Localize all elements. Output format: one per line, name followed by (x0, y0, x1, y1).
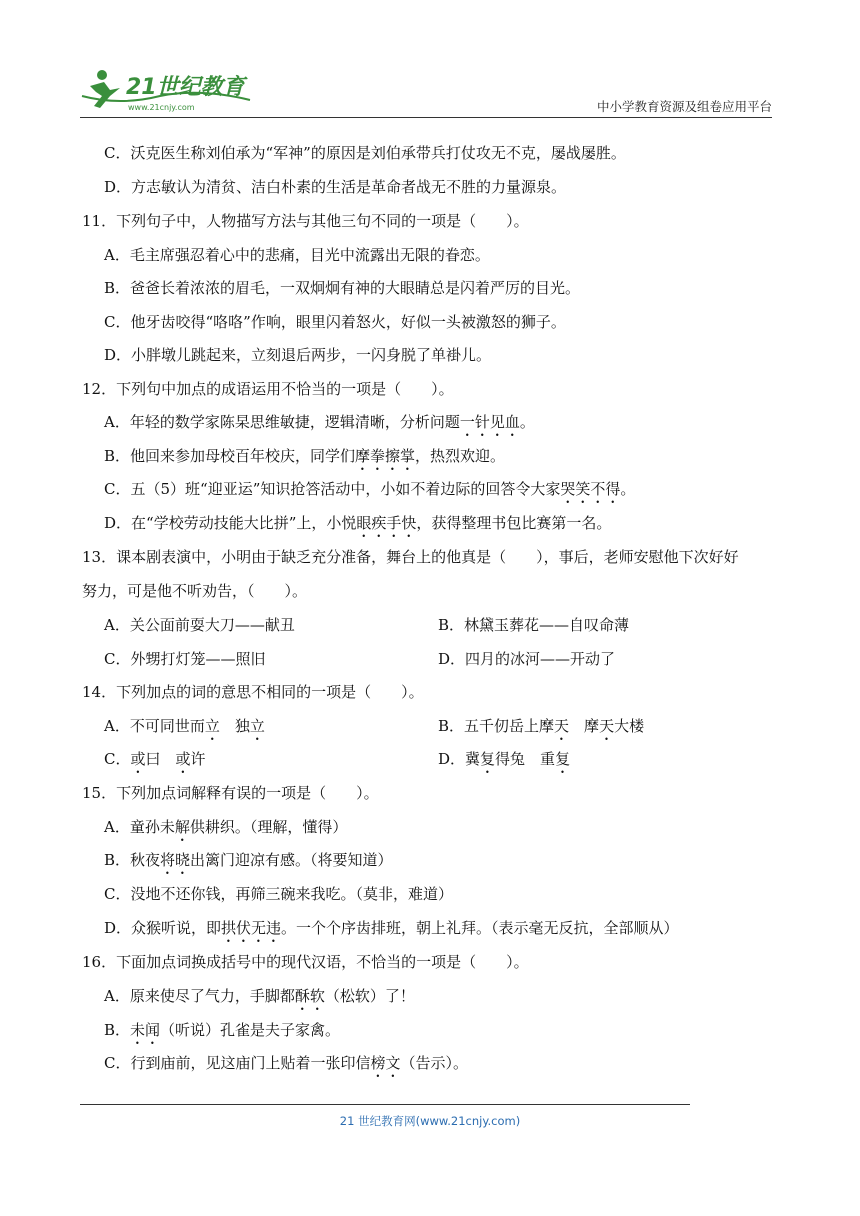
q11-option-a: A．毛主席强忍着心中的悲痛，目光中流露出无限的眷恋。 (104, 246, 490, 264)
q11-option-b: B．爸爸长着浓浓的眉毛，一双炯炯有神的大眼睛总是闪着严厉的目光。 (104, 279, 581, 297)
q11-option-d: D．小胖墩儿跳起来，立刻退后两步，一闪身脱了单褂儿。 (104, 346, 492, 364)
q13-stem-line1: 13．课本剧表演中，小明由于缺乏充分准备，舞台上的他真是（ ），事后，老师安慰他下次好好 (82, 548, 739, 566)
q13-option-d: D．四月的冰河——开动了 (438, 650, 616, 668)
q13-option-b: B．林黛玉葬花——自叹命薄 (438, 616, 630, 634)
q13-stem-line2: 努力，可是他不听劝告，（ ）。 (82, 582, 308, 600)
runner-logo-icon (80, 66, 300, 116)
q14-option-a: A．不可同世而立 独立 (104, 717, 265, 735)
svg-text:www.21cnjy.com: www.21cnjy.com (128, 103, 195, 112)
q16-option-b: B．未闻（听说）孔雀是夫子家禽。 (104, 1021, 341, 1039)
emphasized-idiom: 一针见血 (459, 413, 520, 431)
header-divider (80, 117, 772, 118)
page-header (80, 66, 772, 118)
emphasized-idiom: 眼疾手快 (356, 514, 417, 532)
q12-stem: 12．下列句中加点的成语运用不恰当的一项是（ ）。 (82, 380, 454, 398)
q12-option-c: C．五（5）班“迎亚运”知识抢答活动中，小如不着边际的回答令大家哭笑不得。 (104, 480, 636, 498)
q14-option-c: C．或曰 或许 (104, 750, 206, 768)
q11-stem: 11．下列句子中，人物描写方法与其他三句不同的一项是（ ）。 (82, 212, 529, 230)
logo (80, 66, 300, 116)
q12-option-b: B．他回来参加母校百年校庆，同学们摩拳擦掌，热烈欢迎。 (104, 447, 506, 465)
q16-option-a: A．原来使尽了气力，手脚都酥软（松软）了！ (104, 987, 415, 1005)
q15-option-d: D．众猴听说，即拱伏无违。一个个序齿排班，朝上礼拜。（表示毫无反抗，全部顺从） (104, 919, 679, 937)
q15-option-b: B．秋夜将晓出篱门迎凉有感。（将要知道） (104, 851, 393, 869)
q12-option-a: A．年轻的数学家陈杲思维敏捷，逻辑清晰，分析问题一针见血。 (104, 413, 535, 431)
footer-divider (80, 1104, 690, 1105)
emphasized-idiom: 摩拳擦掌 (355, 447, 416, 465)
q14-option-d: D．冀复得兔 重复 (438, 750, 571, 768)
q15-option-c: C．没地不还你钱，再筛三碗来我吃。（莫非，难道） (104, 885, 453, 903)
q15-stem: 15．下列加点词解释有误的一项是（ ）。 (82, 784, 379, 802)
emphasized-idiom: 哭笑不得 (560, 480, 621, 498)
q16-stem: 16．下面加点词换成括号中的现代汉语，不恰当的一项是（ ）。 (82, 953, 529, 971)
q11-option-c: C．他牙齿咬得“咯咯”作响，眼里闪着怒火，好似一头被激怒的狮子。 (104, 313, 566, 331)
q14-option-b: B．五千仞岳上摩天 摩天大楼 (438, 717, 645, 735)
q14-stem: 14．下列加点的词的意思不相同的一项是（ ）。 (82, 683, 424, 701)
q15-option-a: A．童孙未解供耕织。（理解，懂得） (104, 818, 348, 836)
platform-title: 中小学教育资源及组卷应用平台 (596, 99, 772, 114)
q10-option-d: D．方志敏认为清贫、洁白朴素的生活是革命者战无不胜的力量源泉。 (104, 178, 567, 196)
q13-option-a: A．关公面前耍大刀——献丑 (104, 616, 295, 634)
q10-option-c: C．沃克医生称刘伯承为“军神”的原因是刘伯承带兵打仗攻无不克，屡战屡胜。 (104, 144, 626, 162)
svg-text:21世纪教育: 21世纪教育 (126, 75, 245, 100)
q16-option-c: C．行到庙前，见这庙门上贴着一张印信榜文（告示）。 (104, 1054, 469, 1072)
footer-link[interactable]: 21 世纪教育网(www.21cnjy.com) (339, 1114, 521, 1128)
q13-option-c: C．外甥打灯笼——照旧 (104, 650, 266, 668)
q12-option-d: D．在“学校劳动技能大比拼”上，小悦眼疾手快，获得整理书包比赛第一名。 (104, 514, 612, 532)
